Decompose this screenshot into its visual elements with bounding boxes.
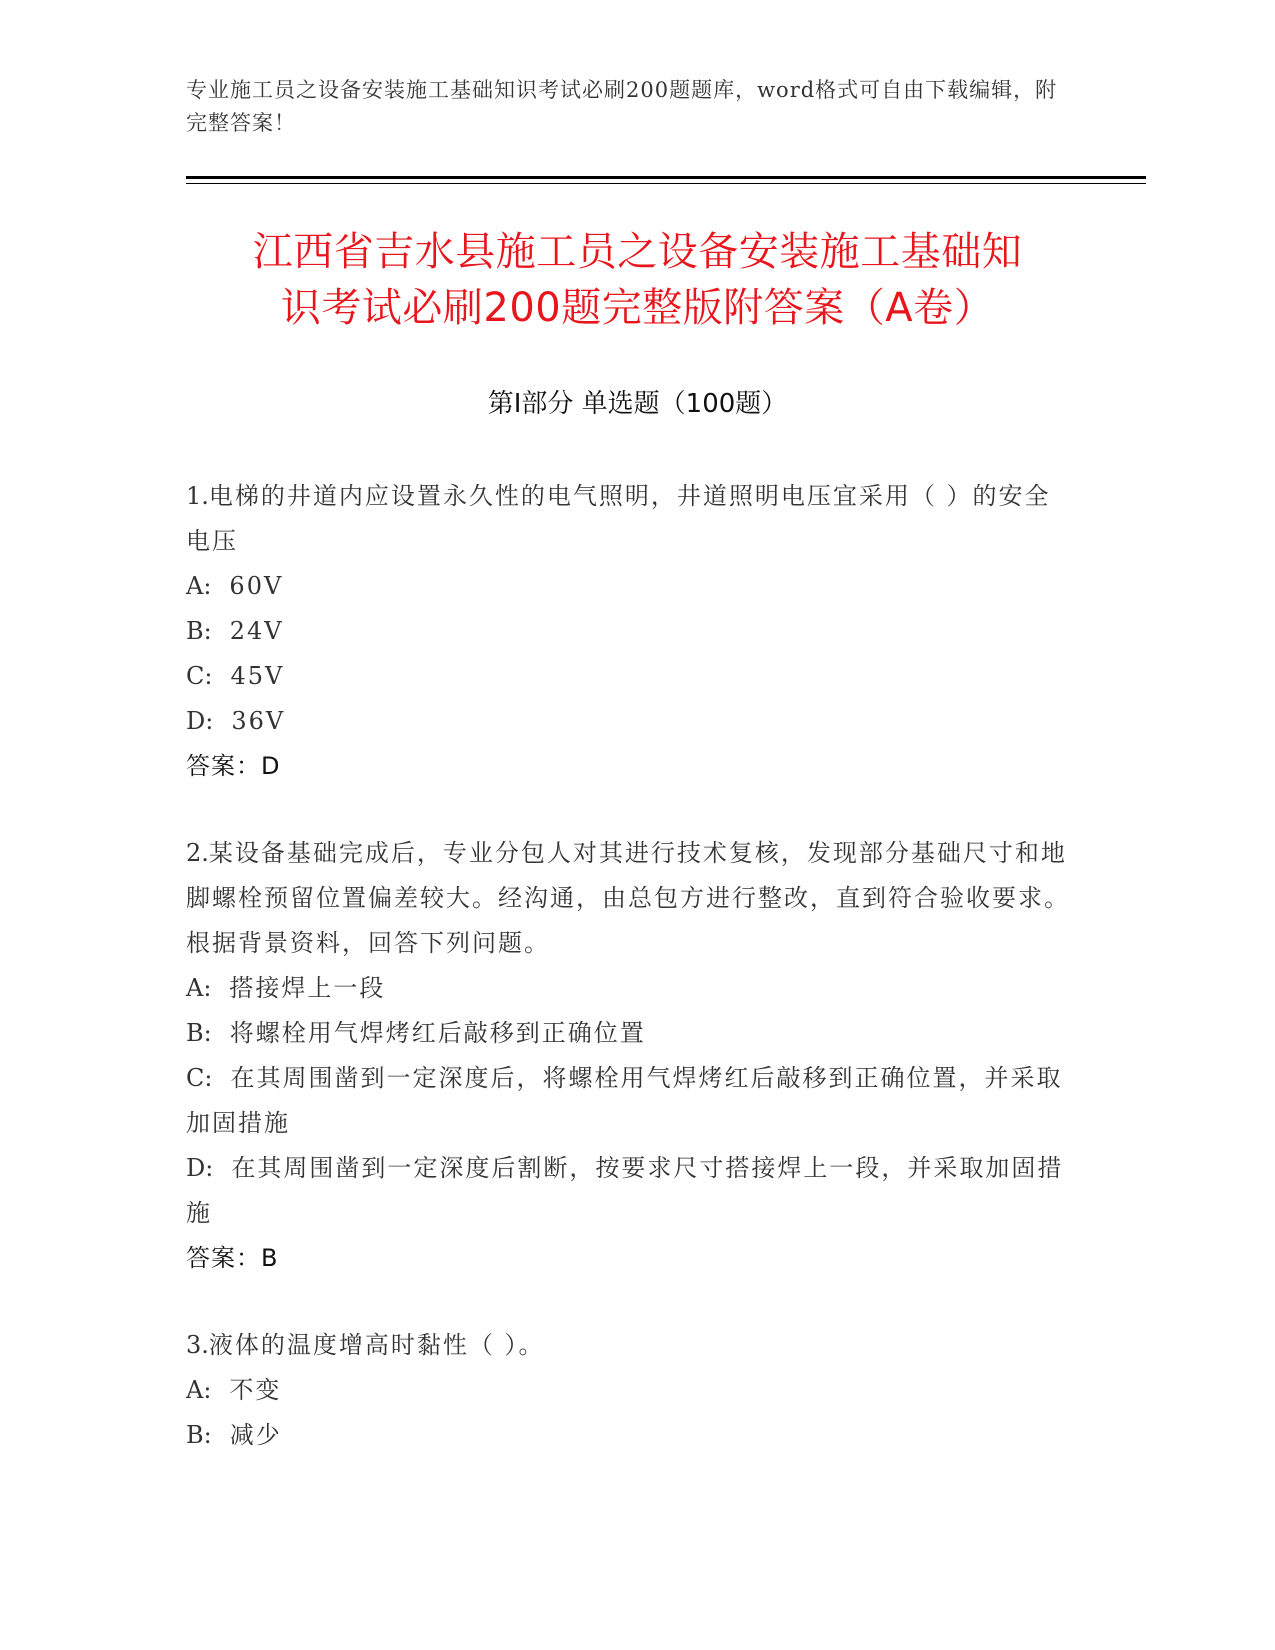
option-a bbox=[186, 1368, 1076, 1413]
option-key: A: bbox=[186, 572, 212, 600]
option-text: 不变 bbox=[229, 1376, 282, 1404]
option-c bbox=[186, 1056, 1076, 1146]
option-key: A: bbox=[186, 974, 212, 1002]
question-2 bbox=[186, 831, 1076, 1281]
option-key: C: bbox=[186, 662, 213, 690]
question-number: 1. bbox=[186, 482, 209, 510]
option-key: B: bbox=[186, 617, 212, 645]
document-title bbox=[186, 224, 1089, 336]
question-number: 3. bbox=[186, 1331, 209, 1359]
option-d bbox=[186, 1146, 1076, 1236]
option-c bbox=[186, 654, 1076, 699]
option-key: B: bbox=[186, 1421, 212, 1449]
question-number: 2. bbox=[186, 839, 209, 867]
option-text: 减少 bbox=[229, 1421, 282, 1449]
option-text: 搭接焊上一段 bbox=[229, 974, 386, 1002]
question-text: 某设备基础完成后，专业分包人对其进行技术复核，发现部分基础尺寸和地脚螺栓预留位置偏差较大。经沟通，由总包方进行整改，直到符合验收要求。根据背景资料，回答下列问题。 bbox=[186, 839, 1070, 957]
question-text: 电梯的井道内应设置永久性的电气照明，井道照明电压宜采用（ ）的安全电压 bbox=[186, 482, 1051, 555]
option-key: B: bbox=[186, 1019, 212, 1047]
document-title-line-2: 识考试必刷200题完整版附答案（A卷） bbox=[280, 285, 995, 331]
question-stem bbox=[186, 831, 1076, 966]
header-rule-thin bbox=[186, 183, 1146, 184]
option-a bbox=[186, 966, 1076, 1011]
answer-label: 答案：B bbox=[186, 1244, 279, 1272]
option-text: 36V bbox=[231, 707, 286, 735]
option-text: 在其周围凿到一定深度后割断，按要求尺寸搭接焊上一段，并采取加固措施 bbox=[186, 1154, 1064, 1227]
answer-label: 答案：D bbox=[186, 752, 281, 780]
option-d bbox=[186, 699, 1076, 744]
option-text: 将螺栓用气焊烤红后敲移到正确位置 bbox=[229, 1019, 646, 1047]
question-list bbox=[186, 474, 1076, 1500]
option-key: C: bbox=[186, 1064, 213, 1092]
option-a bbox=[186, 564, 1076, 609]
option-text: 60V bbox=[229, 572, 284, 600]
option-text: 在其周围凿到一定深度后，将螺栓用气焊烤红后敲移到正确位置，并采取加固措施 bbox=[186, 1064, 1063, 1137]
question-1 bbox=[186, 474, 1076, 789]
option-text: 45V bbox=[230, 662, 285, 690]
option-key: D: bbox=[186, 1154, 214, 1182]
header-note: 专业施工员之设备安装施工基础知识考试必刷200题题库，word格式可自由下载编辑，附完整答案！ bbox=[186, 78, 1058, 135]
option-text: 24V bbox=[229, 617, 284, 645]
question-stem bbox=[186, 1323, 1076, 1368]
section-title: 第Ⅰ部分 单选题（100题） bbox=[487, 389, 788, 419]
option-key: D: bbox=[186, 707, 214, 735]
question-stem bbox=[186, 474, 1076, 564]
question-text: 液体的温度增高时黏性（ ）。 bbox=[208, 1331, 545, 1359]
option-key: A: bbox=[186, 1376, 212, 1404]
document-title-line-1: 江西省吉水县施工员之设备安装施工基础知 bbox=[252, 229, 1023, 275]
option-b bbox=[186, 609, 1076, 654]
question-3 bbox=[186, 1323, 1076, 1458]
option-b bbox=[186, 1413, 1076, 1458]
option-b bbox=[186, 1011, 1076, 1056]
header-rule-thick bbox=[186, 176, 1146, 179]
